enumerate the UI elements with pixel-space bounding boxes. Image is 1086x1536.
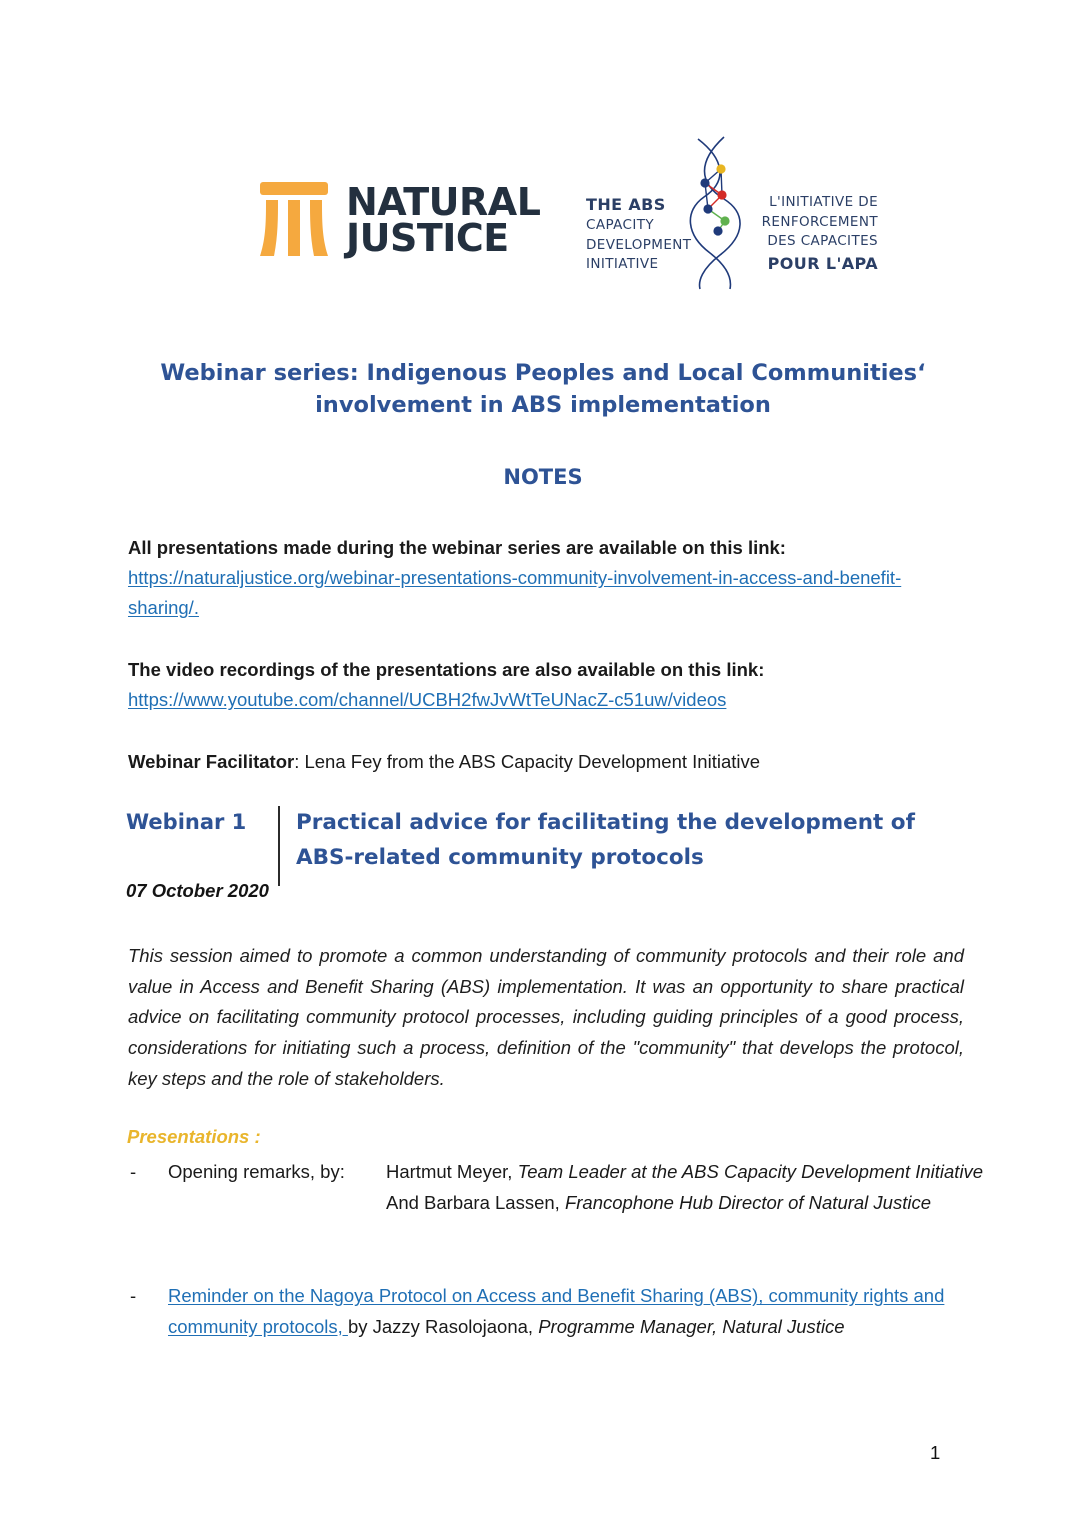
notes-heading: NOTES <box>503 465 583 489</box>
webinar-heading-divider <box>278 806 280 886</box>
list-item-dash: - <box>130 1161 137 1182</box>
nagoya-byline-plain: by Jazzy Rasolojaona, <box>347 1315 539 1337</box>
presentations-label: Presentations : <box>127 1126 261 1147</box>
abs-logo-en-line1: THE ABS <box>586 195 666 214</box>
abs-logo-text-english <box>586 193 698 275</box>
list-item-dash: - <box>130 1285 137 1306</box>
page-title: Webinar series: Indigenous Peoples and Local Communities‘ involvement in ABS implementation <box>160 360 926 418</box>
webinar-number-label: Webinar 1 <box>126 810 247 834</box>
presentations-link-url[interactable]: https://naturaljustice.org/webinar-presentations-community-involvement-in-access-and-benefit-sharing/. <box>128 566 902 618</box>
natural-justice-wordmark <box>346 179 541 260</box>
page-number: 1 <box>930 1442 941 1463</box>
facilitator-label: Webinar Facilitator <box>128 751 295 772</box>
abs-logo-fr-line2: RENFORCEMENT <box>761 213 878 230</box>
abs-logo-text-french <box>738 193 878 275</box>
nj-wordmark-line2: JUSTICE <box>346 216 509 260</box>
facilitator-line <box>128 747 960 777</box>
abs-logo-en-line2: CAPACITY <box>586 217 655 234</box>
abs-logo-fr-line1: L'INITIATIVE DE <box>769 194 878 210</box>
video-link-block <box>128 655 960 715</box>
facilitator-value: : Lena Fey from the ABS Capacity Development Initiative <box>294 751 761 772</box>
video-link-intro: The video recordings of the presentations are also available on this link: <box>128 659 765 680</box>
video-link-url[interactable]: https://www.youtube.com/channel/UCBH2fwJvWtTeUNacZ-c51uw/videos <box>128 688 727 710</box>
logo-band <box>0 125 1086 290</box>
list-item-content <box>168 1281 1010 1342</box>
natural-justice-pillars-icon <box>258 180 330 260</box>
webinar-date: 07 October 2020 <box>126 880 269 901</box>
presentations-link-intro: All presentations made during the webinar series are available on this link: <box>128 537 786 558</box>
nagoya-byline-role: Programme Manager, Natural Justice <box>538 1315 845 1337</box>
presentations-link-block <box>128 533 960 623</box>
natural-justice-logo <box>258 180 540 260</box>
abs-logo-en-line4: INITIATIVE <box>586 256 659 273</box>
abs-logo-fr-line3: DES CAPACITES <box>767 233 878 250</box>
nagoya-protocol-reminder-link[interactable]: Reminder on the Nagoya Protocol on Access and Benefit Sharing (ABS), community rights and community protocols, <box>168 1285 945 1337</box>
webinar-title: Practical advice for facilitating the development of ABS-related community protocols <box>296 810 915 870</box>
abs-logo-fr-line4: POUR L'APA <box>767 253 878 273</box>
abs-capacity-development-initiative-logo <box>586 135 876 290</box>
abs-logo-en-line3: DEVELOPMENT <box>586 236 692 253</box>
speaker-2-name: And Barbara Lassen, <box>386 1191 565 1213</box>
session-description: This session aimed to promote a common understanding of community protocols and their role and value in Access and Benefit Sharing (ABS) implementation. It was an opportunity to share practical advice on facilitating community protocol processes, including guiding principles of a good process, considerations for initiating such a process, definition of the "community" that develops the protocol, key steps and the role of stakeholders. <box>128 945 964 1089</box>
speaker-2-role: Francophone Hub Director of Natural Justice <box>564 1191 932 1213</box>
speaker-1-role: Team Leader at the ABS Capacity Development Initiative <box>517 1161 984 1182</box>
list-item-content <box>386 1157 986 1218</box>
list-item-label: Opening remarks, by: <box>168 1161 345 1182</box>
speaker-1-name: Hartmut Meyer, <box>386 1161 518 1182</box>
list-item <box>130 1157 990 1257</box>
nj-wordmark-line1: NATURAL <box>346 179 541 224</box>
